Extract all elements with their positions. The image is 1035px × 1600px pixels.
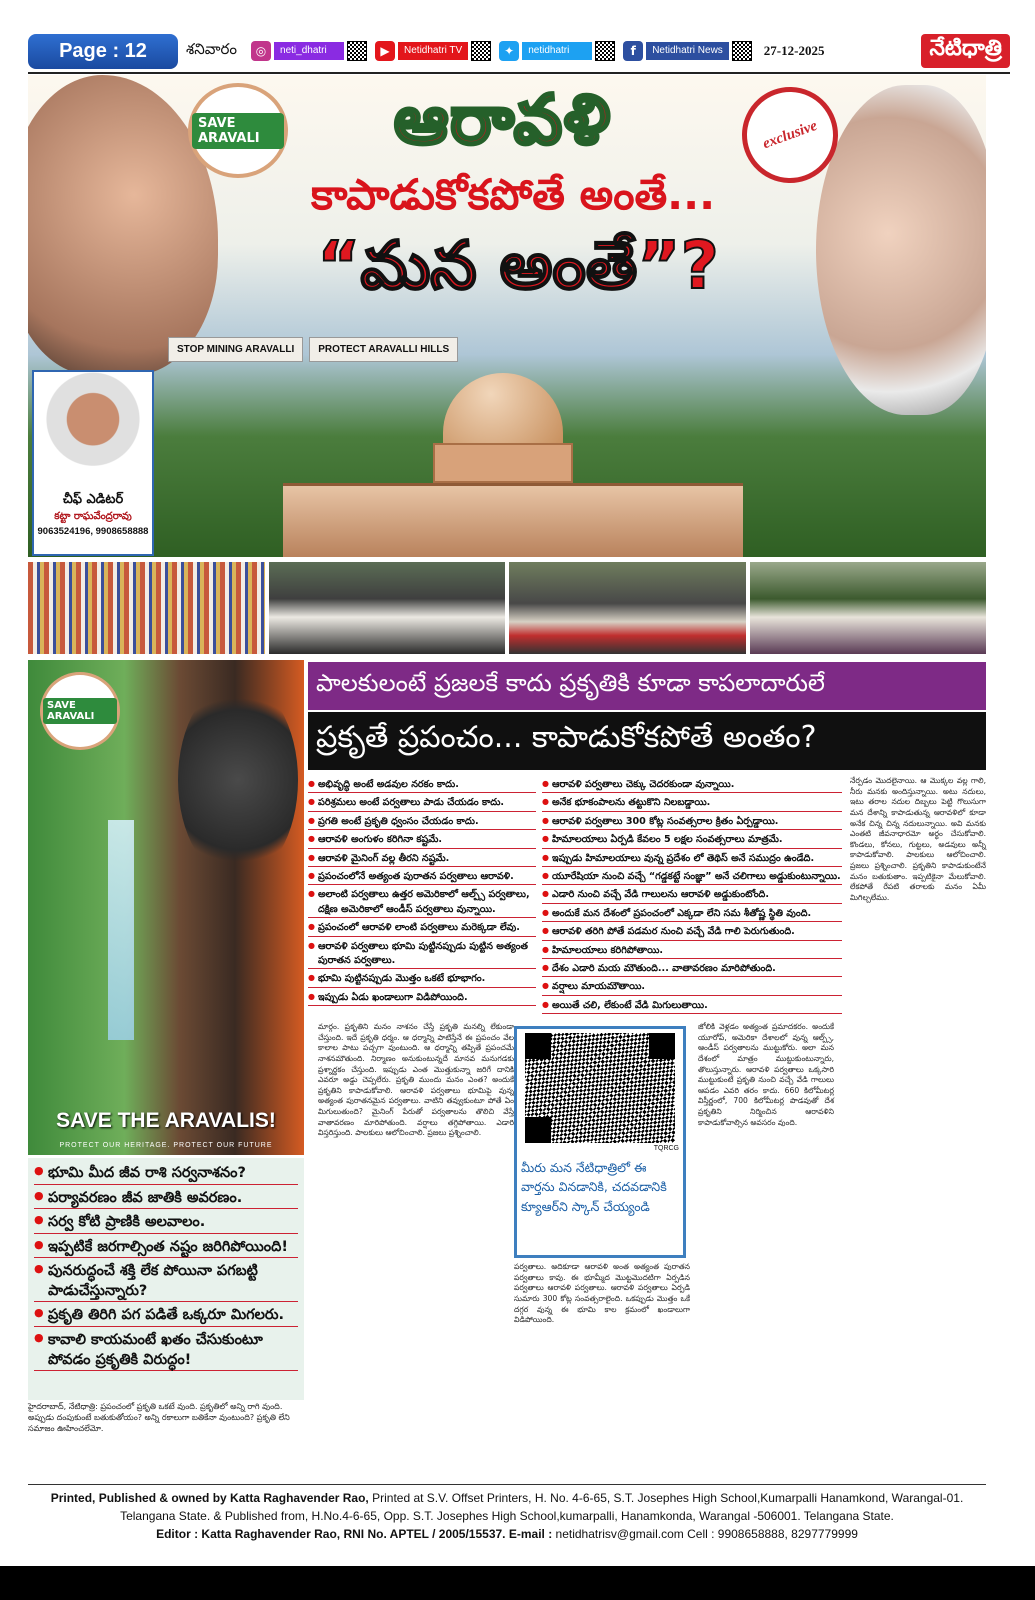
bullet-item: ● హిమాలయాలు ఏర్పడి కేవలం 5 లక్షల సంవత్సరాలు మాత్రమే. xyxy=(542,833,842,848)
headline-mid: కాపాడుకోకపోతే అంతే... xyxy=(310,170,716,219)
qr-mini-icon xyxy=(732,41,752,61)
social-instagram[interactable] xyxy=(251,41,367,61)
protest-photo-strip xyxy=(28,562,986,654)
banner-line1: పాలకులంటే ప్రజలకే కాదు ప్రకృతికి కూడా కాపలాదారులే xyxy=(308,662,986,710)
save-aravali-logo xyxy=(40,672,120,750)
exclusive-text: exclusive xyxy=(760,117,820,152)
bullet-item: ● ఆరావళి పర్వతాలు 300 కోట్ల సంవత్సరాల క్రితం ఏర్పడ్డాయి. xyxy=(542,815,842,830)
footer-publisher: Printed, Published & owned by Katta Raghavender Rao, xyxy=(50,1491,369,1505)
bullet-item: ● ఆరావళి తరిగి పోతే పడమర నుంచి వచ్చే వేడి గాలి పెరుగుతుంది. xyxy=(542,925,842,940)
placard: PROTECT ARAVALLI HILLS xyxy=(309,337,458,362)
article-column-1: మార్గం. ప్రకృతిని మనం నాశనం చేస్తే ప్రకృతి మనల్ని లేకుండా చేస్తుంది. ఇదే ప్రకృతి ధర్మం. ఆ ధర్మాన్ని పాటిస్తేనే ఈ ప్రపంచం వేల కాలాల పాటు పచ్చగా వుంటుంది. ఆ ధర్మాన్ని తప్పితే ప్రపంచమే నాశనమౌతుంది. నిర్మాణం అనుకుంటున్నదే మానవ మనుగడకు ప్రశ్నార్థకం చేస్తుంది. ఇప్పుడు ఎంత మొత్తుకున్నా జరిగే దానికి ఎవరూ అడ్డు చెప్పలేరు. ప్రకృతి ముందు మనం ఎంత? అందుకే ప్రకృతిని కాపాడుకోవాలి. ఆరావళి పర్వతాలు భూమిపై వున్న అత్యంత పురాతనమైన పర్వతాలు. వాటిని తవ్వుకుంటూ పోతే ఏం మిగులుతుంది? మైనింగ్ పేరుతో పర్వతాలను తొలిచి వేస్తే వాతావరణం మారిపోతుంది. వర్షాలు తగ్గిపోతాయి. ఎడారి విస్తరిస్తుంది. పాలకులు ఆలోచించాలి. ప్రజలు ప్రశ్నించాలి. xyxy=(318,1022,514,1138)
article-column-4: నేర్పడం మొదలైనాయి. ఆ మొక్కల వల్ల గాలి, నీరు మనకు అందిస్తున్నాయి. అటు నదులు, ఇటు తరాల నదుల దిబ్బలు పెట్టి గొలుసుగా మన దేశాన్ని కాపాడుతున్న ఆరావళిలో కూడా అనేక చిన్న చిన్న నదులున్నాయి. అవి మనకు ఎంతటి జీవనాధారమో అర్థం చేసుకోవాలి. కొండలు, కోనలు, గుట్టలు, అడవులు అన్నీ కాపాడుకోవాలి. పాలకులు ఆలోచించాలి. ప్రజలు ప్రశ్నించాలి. ప్రకృతిని కాపాడుకుంటేనే మనం బతుకుతాం. ఇప్పటికైనా మేలుకోవాలి. లేకపోతే రేపటి తరాలకు మనం ఏమీ మిగిల్చలేము. xyxy=(850,776,986,902)
twitter-icon: ✦ xyxy=(499,41,519,61)
bullet-item: ● అయితే చలి, లేకుంటే వేడి మిగులుతాయి. xyxy=(542,999,842,1014)
weekday-label: శనివారం xyxy=(186,40,238,58)
qr-label: TQRCG xyxy=(653,1145,679,1152)
bullet-item: ● ఇప్పుడు ఏడు ఖండాలుగా విడిపోయింది. xyxy=(308,991,536,1006)
court-drum xyxy=(433,443,573,483)
editor-photo xyxy=(34,372,152,490)
footer-editor: Editor : Katta Raghavender Rao, RNI No. APTEL / 2005/15537. E-mail : xyxy=(156,1527,553,1541)
slogan-list xyxy=(28,1158,304,1400)
bullet-item: ● అభివృద్ధి అంటే అడవుల నరకం కాదు. xyxy=(308,778,536,793)
slogan-item: ● ప్రకృతి తిరిగి పగ పడితే ఒక్కరూ మిగలరు. xyxy=(34,1306,298,1327)
slogan-item: ● సర్వ కోటి ప్రాణికి అలవాలం. xyxy=(34,1213,298,1234)
social-facebook[interactable] xyxy=(623,41,752,61)
qr-scan-box[interactable] xyxy=(514,1026,686,1258)
qr-mini-icon xyxy=(347,41,367,61)
slogan-item: ● ఇప్పటికే జరగాల్సింత నష్టం జరిగిపోయింది! xyxy=(34,1238,298,1259)
page-number-badge: Page : 12 xyxy=(28,34,178,69)
slogan-item: ● పునరుద్ధంచే శక్తి లేక పోయినా పగబట్టి పాడుచేస్తున్నారు? xyxy=(34,1262,298,1302)
bullet-item: ● అందుకే మన దేశంలో ప్రపంచంలో ఎక్కడా లేని సమ శీతోష్ణ స్థితి వుంది. xyxy=(542,907,842,922)
qr-instruction: మీరు మన నేటిధాత్రిలో ఈ వార్తను వినడానికి, చదవడానికి క్యూఆర్‌ని స్కాన్ చేయ్యండి xyxy=(521,1160,667,1214)
footer-contact: netidhatrisv@gmail.com Cell : 9908658888, 8297779999 xyxy=(552,1527,858,1541)
qr-mini-icon xyxy=(471,41,491,61)
qr-code-icon[interactable] xyxy=(525,1033,675,1143)
waterfall-illustration xyxy=(108,820,134,1040)
issue-date: 27-12-2025 xyxy=(763,43,825,58)
youtube-icon: ▶ xyxy=(375,41,395,61)
bullet-item: ● ఎడారి నుంచి వచ్చే వేడి గాలులను ఆరావళి అడ్డుకుంటోంది. xyxy=(542,888,842,903)
poster-subtitle: PROTECT OUR HERITAGE. PROTECT OUR FUTURE xyxy=(59,1142,273,1149)
masthead-logo: నేటిధాత్రి xyxy=(921,34,1010,68)
instagram-icon: ◎ xyxy=(251,41,271,61)
bullet-item: ● ఆరావళి మైనింగ్ వల్ల తీరని నష్టమే. xyxy=(308,852,536,867)
protest-photo xyxy=(509,562,746,654)
twitter-handle: netidhatri xyxy=(522,42,592,60)
placard: STOP MINING ARAVALLI xyxy=(168,337,303,362)
save-logo-text: SAVE ARAVALI xyxy=(192,113,284,149)
banner-line2: ప్రకృతే ప్రపంచం... కాపాడుకోకపోతే అంతం? xyxy=(308,712,986,770)
bullet-item: ● దేశం ఎడారి మయ మౌతుంది... వాతావరణం మారిపోతుంది. xyxy=(542,962,842,977)
politician-right-photo xyxy=(816,85,986,415)
crowd-photo xyxy=(28,562,265,654)
social-youtube[interactable] xyxy=(375,41,491,61)
youtube-handle: Netidhatri TV xyxy=(398,42,468,60)
bullet-item: ● యూరేషియా నుంచి వచ్చే “గడ్డకట్టే సంజ్ఞా” అనే చలిగాలు అడ్డుకుంటున్నాయి. xyxy=(542,870,842,885)
save-aravalis-poster xyxy=(28,660,304,1155)
court-dome xyxy=(443,373,563,443)
qr-mini-icon xyxy=(595,41,615,61)
bullet-item: ● ఆరావళి పర్వతాలు భూమి పుట్టినప్పుడు పుట్టిన అత్యంత పురాతన పర్వతాలు. xyxy=(308,940,536,970)
footer-line1 xyxy=(28,1489,986,1507)
smoke-illustration xyxy=(178,680,298,880)
bullet-item: ● ఇప్పుడు హిమాలయాలు వున్న ప్రదేశం లో తెథిస్ అనే సముద్రం ఉండేది. xyxy=(542,852,842,867)
protest-placards xyxy=(168,337,458,362)
footer-line2: Telangana State. & Published from, H.No.4-6-65, Opp. S.T. Josephes High School,kumarpalli, Hanamkonda, Warangal -506001. Telangana State. xyxy=(120,1509,894,1523)
chief-editor-card xyxy=(32,370,154,556)
protest-photo xyxy=(750,562,987,654)
poster-logo-text: SAVE ARAVALI xyxy=(43,698,117,724)
bullet-item: ● అలాంటి పర్వతాలు ఉత్తర అమెరికాలో ఆల్ప్స్ పర్వతాలు, దక్షిణ అమెరికాలో ఆండీస్ పర్వతాలు వున్నాయి. xyxy=(308,888,536,918)
bullet-item: ● హిమాలయాలు కరిగిపోతాయి. xyxy=(542,944,842,959)
court-wing xyxy=(283,483,743,557)
footer-printer: Printed at S.V. Offset Printers, H. No. 4-6-65, S.T. Josephes High School,Kumarpalli Hanamkond, Warangal-01. xyxy=(368,1491,964,1505)
hero-banner xyxy=(28,75,986,557)
editor-title: చీఫ్ ఎడిటర్ xyxy=(62,492,124,507)
slogan-item: ● భూమి మీద జీవ రాశి సర్వనాశనం? xyxy=(34,1164,298,1185)
facebook-handle: Netidhatri News xyxy=(646,42,729,60)
bullet-item: ● వర్షాలు మాయమౌతాయి. xyxy=(542,980,842,995)
bullet-item: ● భూమి పుట్టినప్పుడు మొత్తం ఒకటే భూభాగం. xyxy=(308,972,536,987)
bullet-item: ● ఆరావళి పర్వతాలు చెక్కు చెదరకుండా వున్నాయి. xyxy=(542,778,842,793)
instagram-handle: neti_dhatri xyxy=(274,42,344,60)
supreme-court-building xyxy=(283,373,783,557)
article-column-3: జోలికి వెళ్లడం అత్యంత ప్రమాదకరం. అందుకే యూరోప్, అమెరికా దేశాలలో వున్న ఆల్ప్స్, ఆండీస్ పర్వతాలను ముట్టుకోరు. అలా మన దేశంలో మాత్రం ముట్టుకుంటున్నారు, తొలుస్తున్నారు. ఆరావళి పర్వతాలు ఒక్కసారి ముట్టుకుంటే ప్రకృతి నుంచి వచ్చే వేడి గాలులు ఆపడం ఎవరి తరం కాదు. 660 కిలోమీటర్ల విస్తీర్ణంలో, 700 కిలోమీటర్ల పొడవుతో దేశ ప్రకృతిని నిర్మించిన ఆరావళిని కాపాడుకోవాల్సిన అవసరం వుంది. xyxy=(698,1022,834,1127)
bullet-item: ● ప్రపంచంలోనే అత్యంత పురాతన పర్వతాలు ఆరావళి. xyxy=(308,870,536,885)
headline-big: “మన అంతే”? xyxy=(317,227,719,304)
bullet-item: ● ఆరావళి అంగుళం కరిగినా కష్టమే. xyxy=(308,833,536,848)
editor-name: కట్టా రాఘవేంద్రరావు xyxy=(54,511,132,522)
bullet-item: ● పరిశ్రమలు అంటే పర్వతాలు పాడు చేయడం కాదు. xyxy=(308,796,536,811)
slogan-item: ● పర్యావరణం జీవ జాతికి అవరణం. xyxy=(34,1189,298,1210)
page-header xyxy=(28,30,1010,74)
slogan-item: ● కావాలి కాయమంటే ఖతం చేసుకుంటూ పోవడం ప్రకృతికి విరుద్ధం! xyxy=(34,1331,298,1371)
protest-photo xyxy=(269,562,506,654)
bullet-item: ● ప్రపంచంలో ఆరావళి లాంటి పర్వతాలు మరెక్కడా లేవు. xyxy=(308,921,536,936)
bullet-list-right xyxy=(542,778,842,1017)
bottom-bar xyxy=(0,1566,1035,1600)
poster-title: SAVE THE ARAVALIS! xyxy=(56,1109,276,1132)
bullet-item: ● అనేక భూకంపాలను తట్టుకొని నిలబడ్డాయి. xyxy=(542,796,842,811)
article-lead: హైదరాబాద్, నేటిధాత్రి: ప్రపంచంలో ప్రకృతి ఒకటే వుంది. ప్రకృతిలో అన్ని రాగి వుంది. అప్పుడు దంపుకుంటే బతుకుతోయం? అన్ని రకాలుగా బతికేనా వుంటుంది? ప్రకృతి లేని సమాజం ఊహించలేమో. xyxy=(28,1402,290,1433)
imprint-footer xyxy=(28,1484,986,1543)
social-twitter[interactable] xyxy=(499,41,615,61)
editor-phone: 9063524196, 9908658888 xyxy=(37,526,149,537)
bullet-list-left xyxy=(308,778,536,1009)
headline-top: ఆరావళి xyxy=(393,81,613,160)
footer-line3 xyxy=(28,1525,986,1543)
facebook-icon: f xyxy=(623,41,643,61)
article-column-2: పర్వతాలు. అదికూడా ఆరావళి అంత అత్యంత పురాతన పర్వతాలు కావు. ఈ భూమ్మీద మొట్టమొదటిగా ఏర్పడిన పర్వతాలు ఆరావళి పర్వతాలు. ఆరావళి పర్వతాలు ఏర్పడి సుమారు 300 కోట్ల సంవత్సరాలైంది. ఒకప్పుడు మొత్తం ఒకే దగ్గర వున్న ఈ భూమి కాల క్రమంలో ఖండాలుగా విడిపోయింది. xyxy=(514,1262,690,1325)
bullet-item: ● ప్రగతి అంటే ప్రకృతి ధ్వంసం చేయడం కాదు. xyxy=(308,815,536,830)
